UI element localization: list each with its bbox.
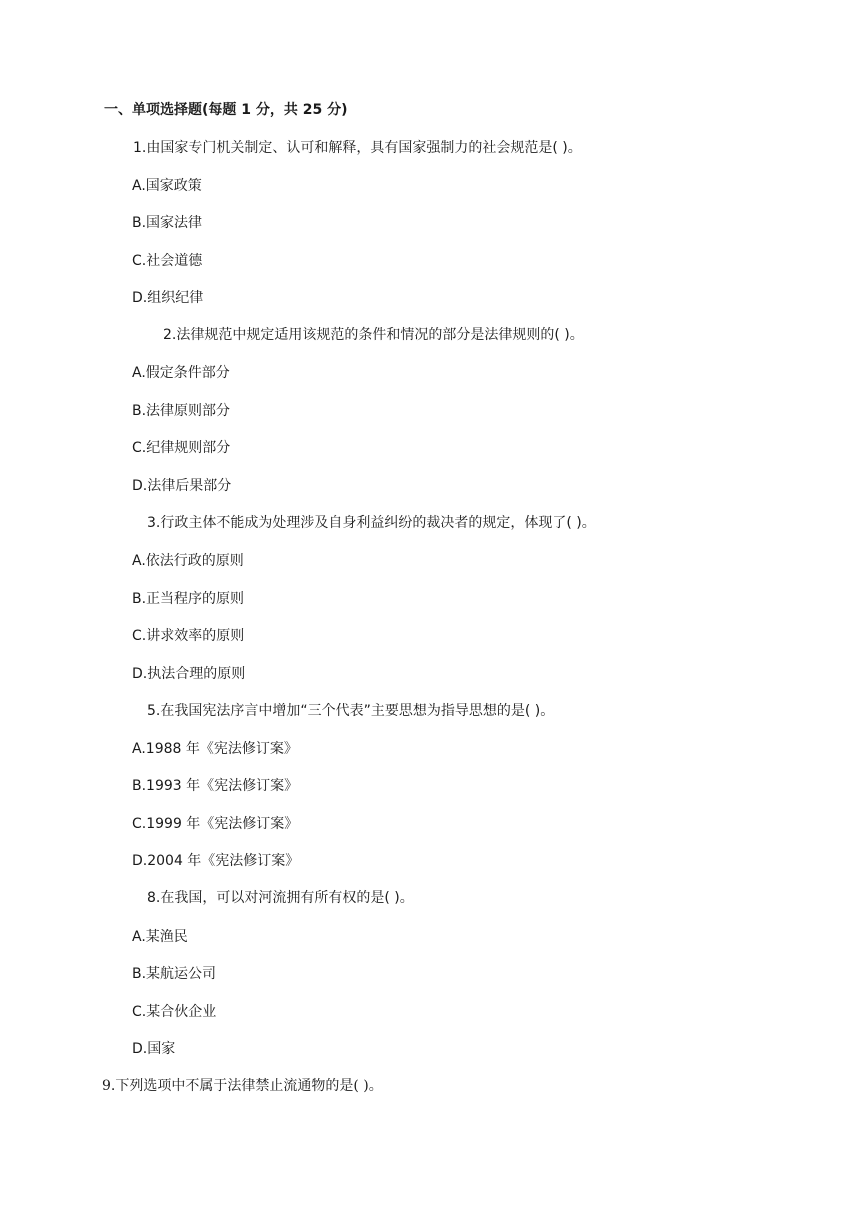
question-stem-5: 5.在我国宪法序言中增加“三个代表”主要思想为指导思想的是( )。 xyxy=(147,703,555,719)
question-3-option-d: D.执法合理的原则 xyxy=(132,666,246,682)
question-stem-1: 1.由国家专门机关制定、认可和解释，具有国家强制力的社会规范是( )。 xyxy=(133,140,582,156)
question-2-option-b: B.法律原则部分 xyxy=(132,403,231,419)
question-2-option-a: A.假定条件部分 xyxy=(132,365,230,381)
question-stem-8: 8.在我国，可以对河流拥有所有权的是( )。 xyxy=(147,890,414,906)
question-3-option-b: B.正当程序的原则 xyxy=(132,591,245,607)
question-8-option-b: B.某航运公司 xyxy=(132,966,217,982)
question-stem-3: 3.行政主体不能成为处理涉及自身利益纠纷的裁决者的规定，体现了( )。 xyxy=(147,515,596,531)
question-1-option-c: C.社会道德 xyxy=(132,253,203,269)
question-1-option-d: D.组织纪律 xyxy=(132,290,204,306)
question-8-option-d: D.国家 xyxy=(132,1041,176,1057)
question-5-option-a: A.1988 年《宪法修订案》 xyxy=(132,741,298,757)
question-5-option-b: B.1993 年《宪法修订案》 xyxy=(132,778,299,794)
question-5-option-c: C.1999 年《宪法修订案》 xyxy=(132,816,299,832)
question-1-option-b: B.国家法律 xyxy=(132,215,203,231)
question-8-option-a: A.某渔民 xyxy=(132,929,188,945)
section-heading: 一、单项选择题(每题 1 分，共 25 分) xyxy=(104,102,348,118)
question-2-option-d: D.法律后果部分 xyxy=(132,478,232,494)
question-3-option-c: C.讲求效率的原则 xyxy=(132,628,245,644)
question-8-option-c: C.某合伙企业 xyxy=(132,1004,217,1020)
question-3-option-a: A.依法行政的原则 xyxy=(132,553,244,569)
question-5-option-d: D.2004 年《宪法修订案》 xyxy=(132,853,300,869)
question-stem-9: 9.下列选项中不属于法律禁止流通物的是( )。 xyxy=(102,1078,383,1094)
question-2-option-c: C.纪律规则部分 xyxy=(132,440,231,456)
question-1-option-a: A.国家政策 xyxy=(132,178,202,194)
question-stem-2: 2.法律规范中规定适用该规范的条件和情况的部分是法律规则的( )。 xyxy=(163,327,584,343)
